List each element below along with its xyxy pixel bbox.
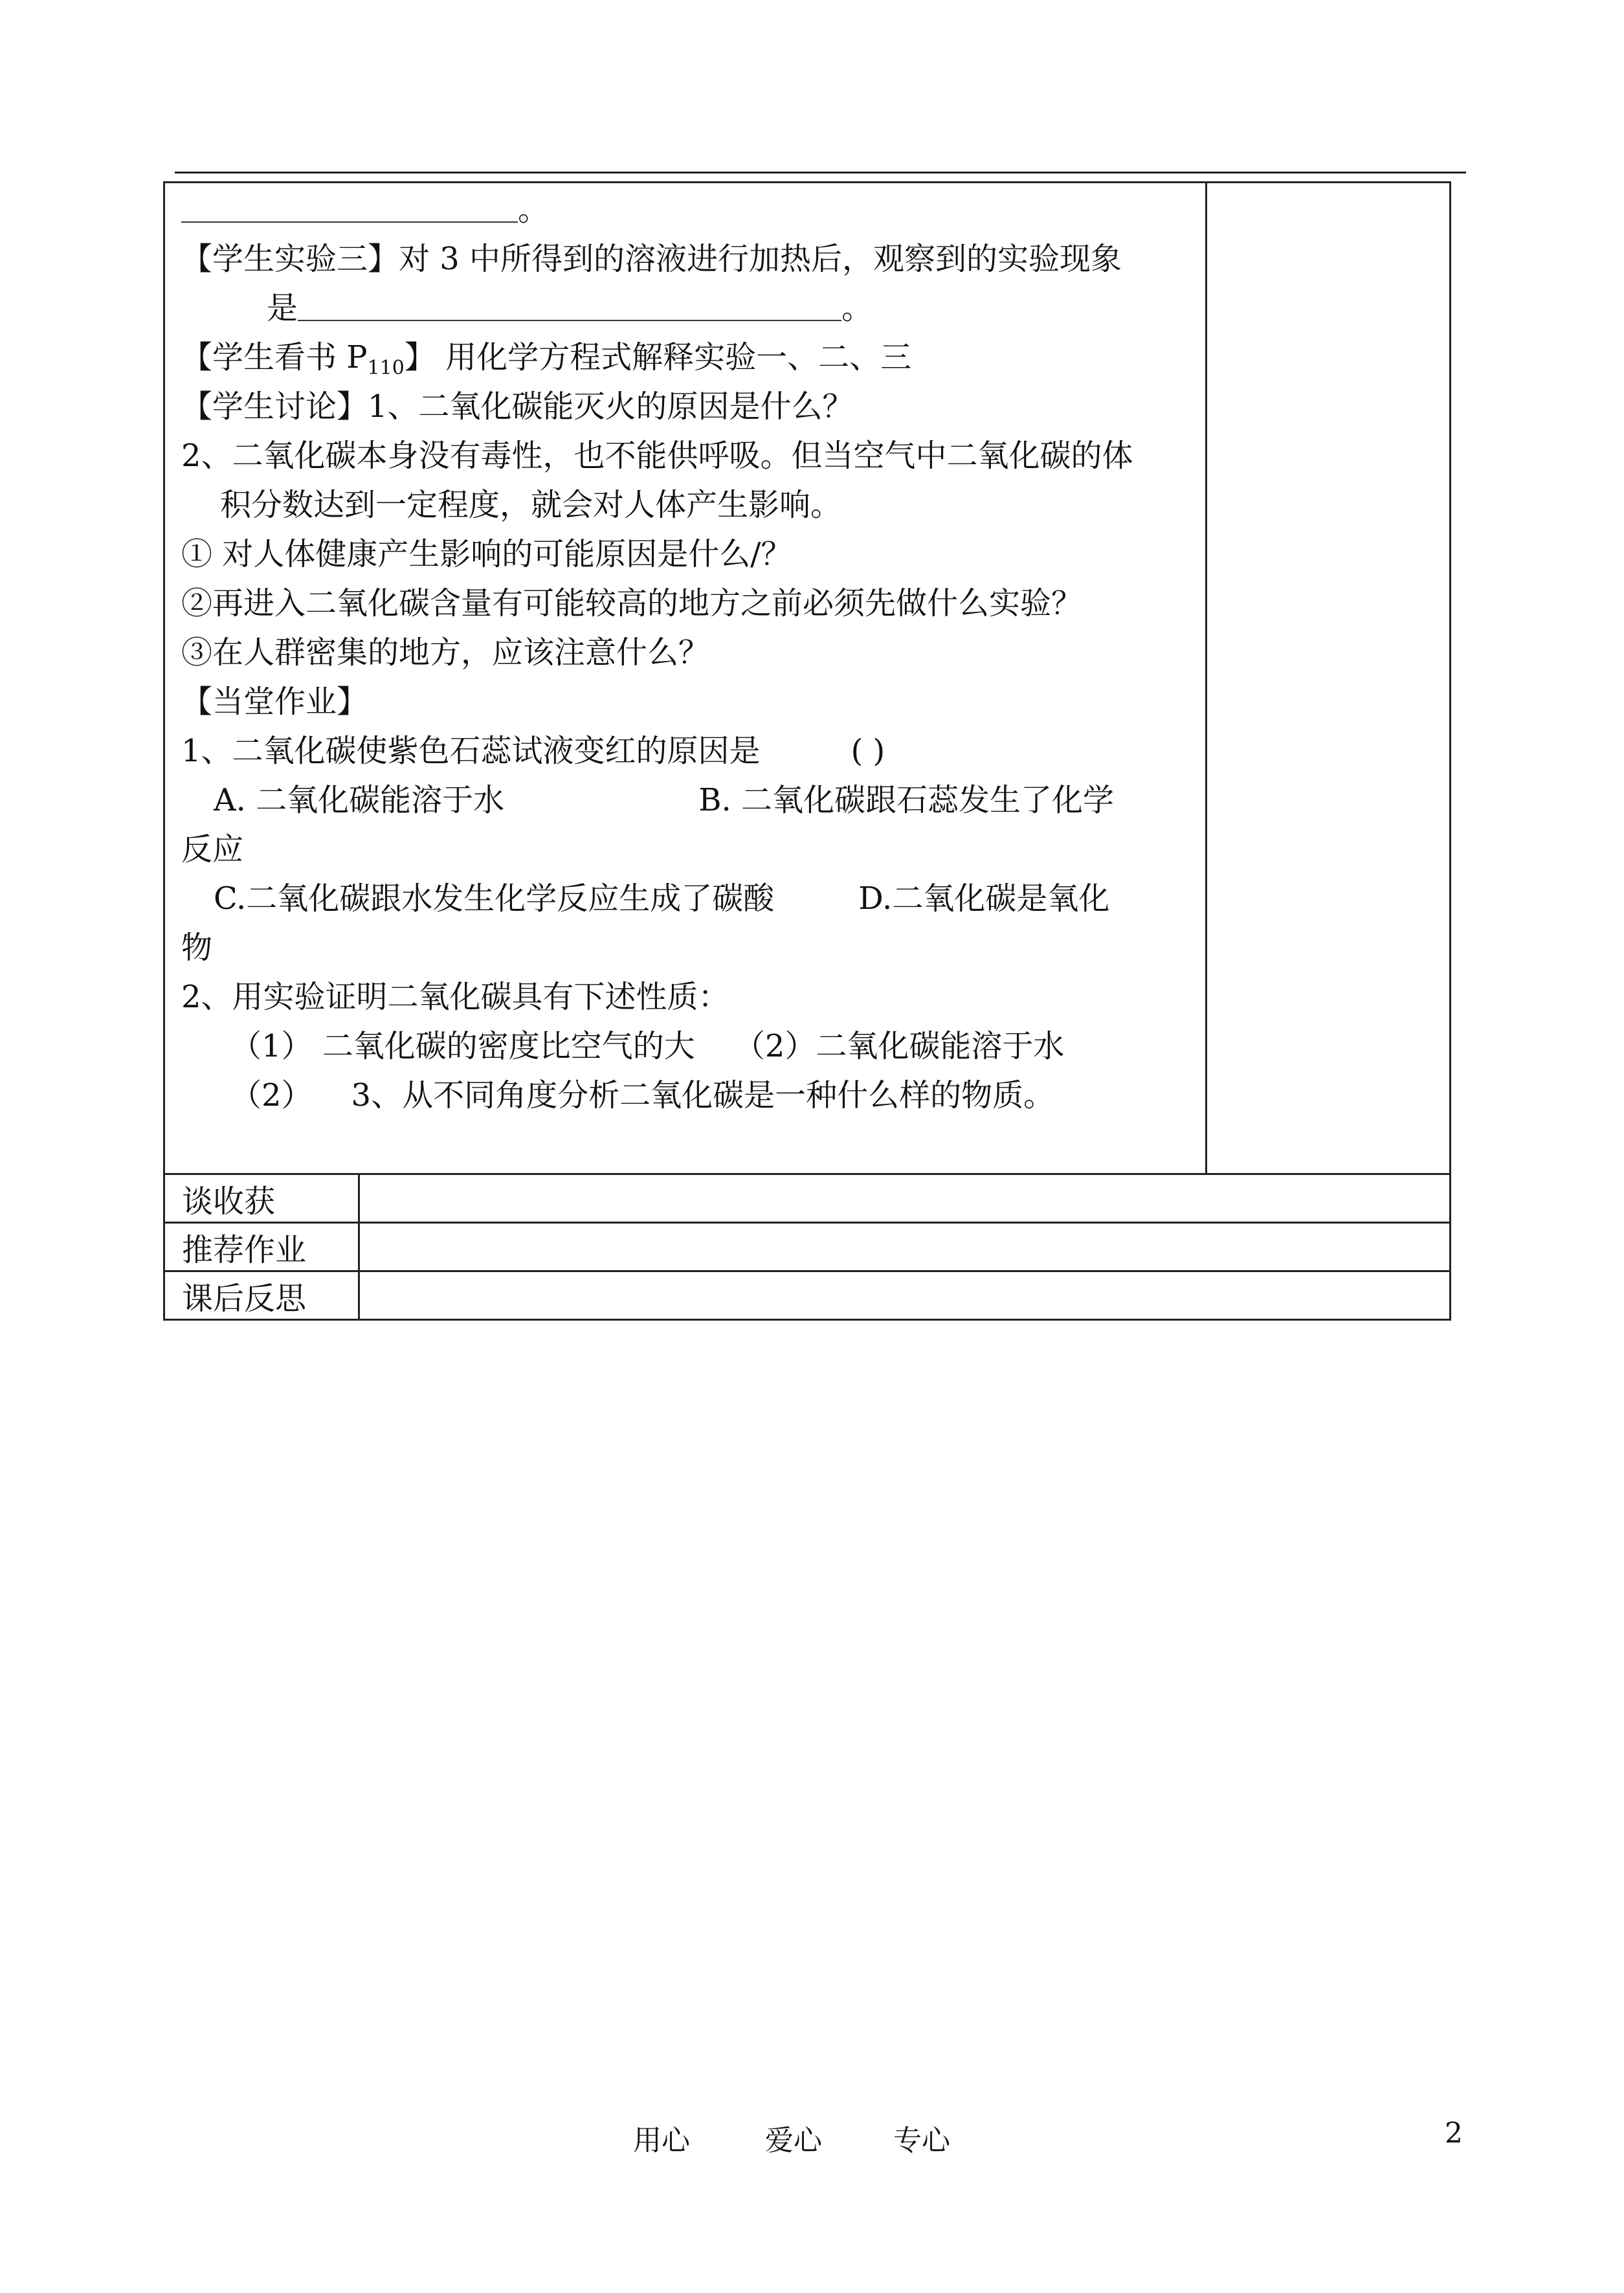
homework-q1: 1、二氧化碳使紫色石蕊试液变红的原因是 ( ) bbox=[181, 733, 885, 769]
table-row bbox=[164, 1271, 1451, 1320]
discussion-2-cont: 积分数达到一定程度，就会对人体产生影响。 bbox=[220, 487, 842, 523]
row-label: 谈收获 bbox=[164, 1174, 359, 1223]
homework-q3: （2） 3、从不同角度分析二氧化碳是一种什么样的物质。 bbox=[230, 1077, 1055, 1113]
option-a-b: A. 二氧化碳能溶于水 B. 二氧化碳跟石蕊发生了化学 bbox=[214, 782, 1114, 818]
footer-word: 爱心 bbox=[765, 2124, 822, 2157]
reflection-table bbox=[163, 1173, 1451, 1321]
table-row bbox=[164, 1174, 1451, 1223]
question-2: ②再进入二氧化碳含量有可能较高的地方之前必须先做什么实验？ bbox=[181, 585, 1083, 621]
option-c-d: C.二氧化碳跟水发生化学反应生成了碳酸 D.二氧化碳是氧化 bbox=[214, 880, 1110, 917]
row-label: 课后反思 bbox=[164, 1271, 359, 1320]
question-1: ① 对人体健康产生影响的可能原因是什么/？ bbox=[181, 536, 792, 572]
discussion-1: 【学生讨论】1、二氧化碳能灭火的原因是什么？ bbox=[181, 388, 854, 425]
footer-word: 专心 bbox=[893, 2124, 950, 2157]
row-label: 推荐作业 bbox=[164, 1223, 359, 1271]
homework-heading: 【当堂作业】 bbox=[181, 684, 368, 720]
answer-line-1: 。 bbox=[181, 185, 1191, 234]
homework-q2: 2、用实验证明二氧化碳具有下述性质： bbox=[181, 979, 729, 1015]
option-b-cont: 反应 bbox=[181, 831, 244, 867]
property-items: （1） 二氧化碳的密度比空气的大 （2）二氧化碳能溶于水 bbox=[230, 1028, 1065, 1064]
footer-word: 用心 bbox=[633, 2124, 690, 2157]
read-book-line: 【学生看书 $P_{110}$】 用化学方程式解释实验一、二、三 bbox=[181, 339, 912, 379]
row-field[interactable] bbox=[359, 1223, 1451, 1271]
fill-blank bbox=[181, 193, 518, 223]
discussion-2: 2、二氧化碳本身没有毒性，也不能供呼吸。但当空气中二氧化碳的体 bbox=[181, 438, 1133, 474]
question-3: ③在人群密集的地方，应该注意什么？ bbox=[181, 634, 710, 671]
experiment-3-answer: 是 。 bbox=[267, 290, 873, 326]
experiment-3-line: 【学生实验三】对 3 中所得到的溶液进行加热后，观察到的实验现象 bbox=[181, 241, 1122, 277]
lesson-content bbox=[181, 185, 1191, 1120]
row-field[interactable] bbox=[359, 1271, 1451, 1320]
page-number: 2 bbox=[1445, 2117, 1463, 2150]
header-rule bbox=[175, 172, 1466, 173]
option-d-cont: 物 bbox=[181, 930, 213, 966]
fill-blank bbox=[298, 291, 841, 321]
table-row bbox=[164, 1223, 1451, 1271]
row-field[interactable] bbox=[359, 1174, 1451, 1223]
side-column-divider bbox=[1205, 181, 1207, 1175]
